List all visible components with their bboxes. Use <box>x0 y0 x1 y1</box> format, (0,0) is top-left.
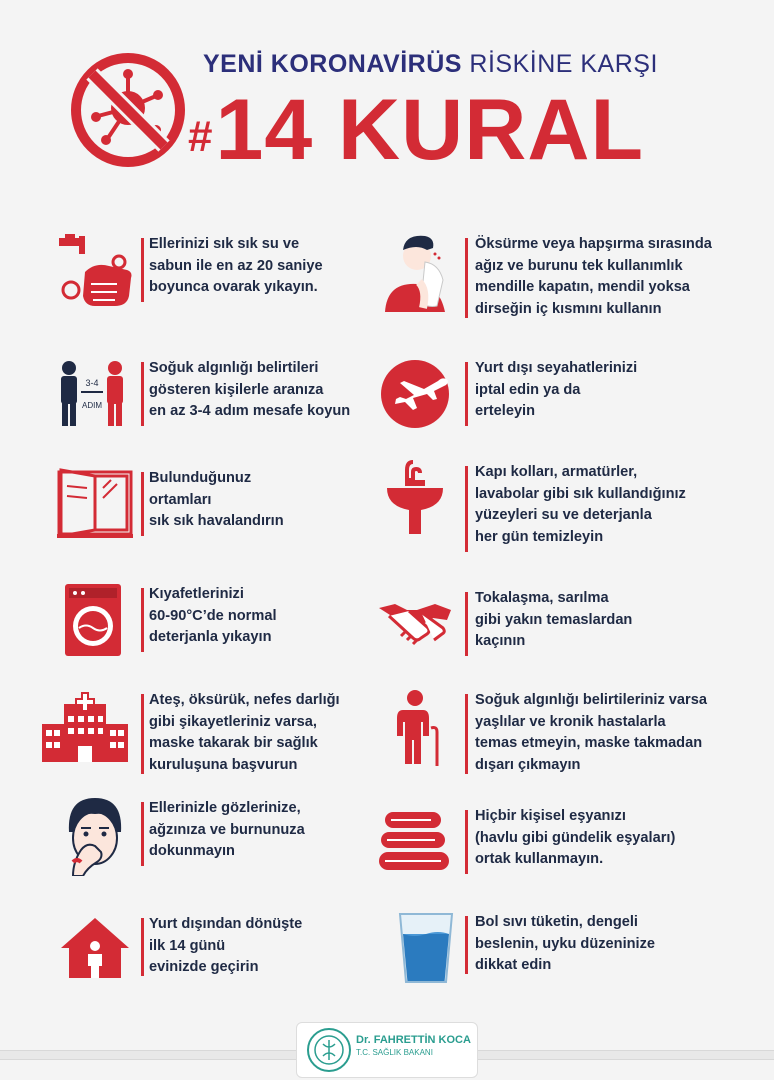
rule-text: Kıyafetlerinizi 60-90°C’de normal deterjanla yıkayın <box>149 586 277 645</box>
rule-text: Öksürme veya hapşırma sırasında ağız ve burunu tek kullanımlık mendille kapatın, mendil yoksa dirseğin iç kısmını kullanın <box>475 236 712 317</box>
distance-unit: ADIM <box>82 401 102 410</box>
hospital-icon <box>40 688 130 768</box>
washing-machine-icon <box>55 582 135 662</box>
poster-title-line1 <box>203 50 658 79</box>
rule-text: Bulunduğunuz ortamları sık sık havalandırın <box>149 470 284 529</box>
rule-text: Bol sıvı tüketin, dengeli beslenin, uyku düzeninize dikkat edin <box>475 914 656 973</box>
rule-divider <box>141 588 144 652</box>
ministry-seal-icon <box>307 1028 351 1072</box>
rule-text: Ateş, öksürük, nefes darlığı gibi şikayetleriniz varsa, maske takarak bir sağlık kuruluşuna başvurun <box>149 692 340 773</box>
rule-divider <box>465 592 468 656</box>
sink-icon <box>375 460 455 540</box>
rule-divider <box>141 472 144 536</box>
rule-divider <box>465 694 468 774</box>
rule-divider <box>465 810 468 874</box>
rule-divider <box>141 694 144 774</box>
title-rest: RİSKİNE KARŞI <box>461 50 658 78</box>
rule-text: Soğuk algınlığı belirtileri gösteren kişilerle aranıza en az 3-4 adım mesafe koyun <box>149 360 351 419</box>
rule-item <box>55 912 375 992</box>
poster-title-line2 <box>188 82 644 185</box>
airplane-icon <box>375 356 455 436</box>
minister-title: T.C. SAĞLIK BAKANI <box>356 1048 433 1057</box>
rule-item <box>375 356 745 436</box>
water-glass-icon <box>390 910 470 990</box>
rule-item <box>55 466 375 546</box>
handwash-icon <box>55 232 135 312</box>
rule-divider <box>141 362 144 426</box>
towels-icon <box>375 804 455 884</box>
poster-header <box>0 0 774 210</box>
no-virus-icon <box>68 50 188 170</box>
rule-text: Kapı kolları, armatürler, lavabolar gibi sık kullandığınız yüzeyleri su ve deterjanla her gün temizleyin <box>475 464 686 545</box>
rule-text: Hiçbir kişisel eşyanızı (havlu gibi gündelik eşyaları) ortak kullanmayın. <box>475 808 676 867</box>
rule-divider <box>465 916 468 974</box>
distance-icon <box>55 356 135 436</box>
rule-divider <box>465 362 468 426</box>
rule-item <box>55 356 375 436</box>
title-bold: YENİ KORONAVİRÜS <box>203 50 462 78</box>
rule-divider <box>141 238 144 302</box>
rule-item <box>55 582 375 662</box>
rule-item <box>55 796 375 876</box>
rule-item <box>55 232 375 312</box>
home-icon <box>55 912 135 992</box>
rule-divider <box>465 466 468 552</box>
rule-item <box>375 232 745 317</box>
rule-text: Tokalaşma, sarılma gibi yakın temaslardan kaçının <box>475 590 633 649</box>
rule-item <box>40 688 375 773</box>
rule-item <box>390 910 745 990</box>
rule-item <box>375 460 745 545</box>
rule-divider <box>141 918 144 976</box>
rule-item <box>375 688 750 773</box>
minister-name: Dr. FAHRETTİN KOCA <box>356 1034 471 1046</box>
rule-divider <box>465 238 468 318</box>
poster-footer <box>0 1020 774 1080</box>
rule-divider <box>141 802 144 866</box>
rule-text: Ellerinizi sık sık su ve sabun ile en az 20 saniye boyunca ovarak yıkayın. <box>149 236 323 295</box>
rule-item <box>375 586 745 666</box>
rule-item <box>375 804 745 884</box>
title-main: 14 KURAL <box>215 82 644 178</box>
rule-text: Yurt dışından dönüşte ilk 14 günü evinizde geçirin <box>149 916 303 975</box>
hash-symbol: # <box>188 112 214 161</box>
face-touch-icon <box>55 796 135 876</box>
elderly-icon <box>375 688 455 768</box>
cough-tissue-icon <box>375 232 455 312</box>
rule-text: Soğuk algınlığı belirtileriniz varsa yaşlılar ve kronik hastalarla temas etmeyin, maske takmadan dışarı çıkmayın <box>475 692 707 773</box>
distance-steps: 3-4 <box>85 378 99 388</box>
rule-text: Ellerinizle gözlerinize, ağzınıza ve burnunuza dokunmayın <box>149 800 305 859</box>
rule-text: Yurt dışı seyahatlerinizi iptal edin ya da erteleyin <box>475 360 638 419</box>
window-icon <box>55 466 135 546</box>
handshake-icon <box>375 586 455 666</box>
